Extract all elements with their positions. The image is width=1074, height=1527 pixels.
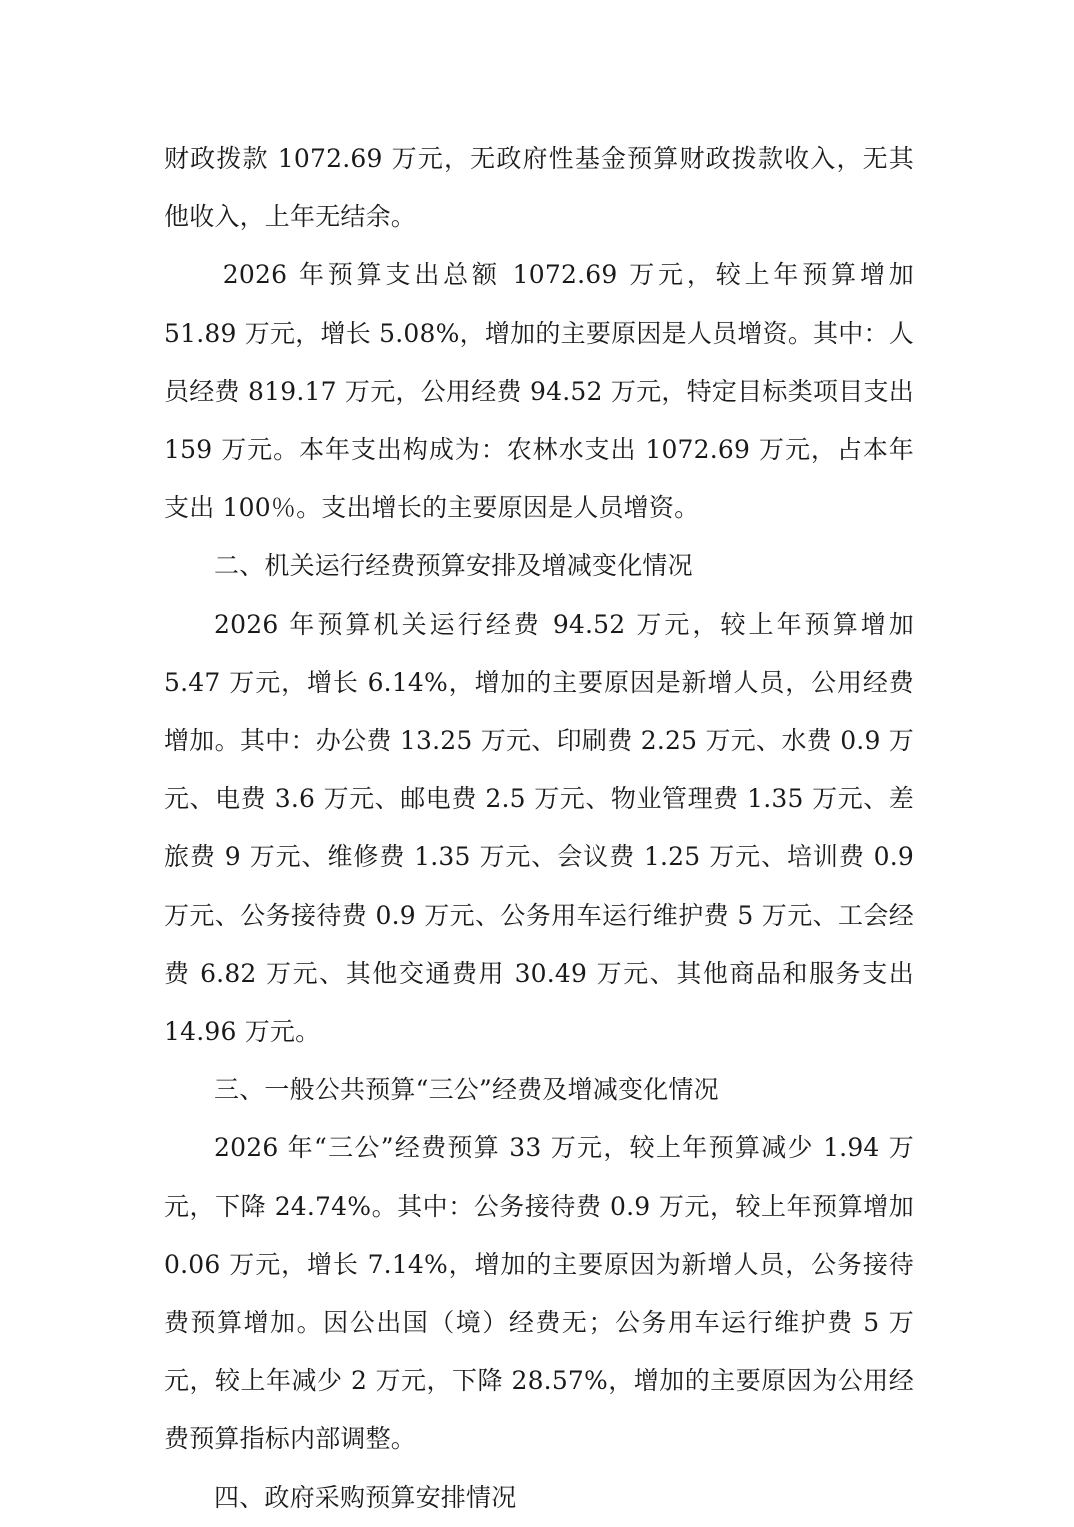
paragraph-income-summary: 财政拨款 1072.69 万元，无政府性基金预算财政拨款收入，无其他收入，上年无结余。 (164, 144, 914, 232)
paragraph-three-public-expenses: 2026 年“三公”经费预算 33 万元，较上年预算减少 1.94 万元，下降 24.74%。其中：公务接待费 0.9 万元，较上年预算增加 0.06 万元，增长 7.14%，增加的主要原因为新增人员，公务接待费预算增加。因公出国（境）经费无；公务用车运行维护费 5 万元，较上年减少 2 万元，下降 28.57%，增加的主要原因为公用经费预算指标内部调整。 (164, 1133, 914, 1454)
paragraph-expenditure-total: 2026 年预算支出总额 1072.69 万元，较上年预算增加 51.89 万元，增长 5.08%，增加的主要原因是人员增资。其中：人员经费 819.17 万元，公用经费 94.52 万元，特定目标类项目支出 159 万元。本年支出构成为：农林水支出 1072.69 万元，占本年支出 100％。支出增长的主要原因是人员增资。 (164, 260, 914, 523)
heading-operating-expenses: 二、机关运行经费预算安排及增减变化情况 (214, 551, 693, 581)
body-text (164, 130, 914, 1527)
heading-government-procurement: 四、政府采购预算安排情况 (214, 1482, 517, 1512)
heading-three-public-expenses: 三、一般公共预算“三公”经费及增减变化情况 (214, 1075, 719, 1105)
paragraph-operating-expenses: 2026 年预算机关运行经费 94.52 万元，较上年预算增加 5.47 万元，增长 6.14%，增加的主要原因是新增人员，公用经费增加。其中：办公费 13.25 万元、印刷费 2.25 万元、水费 0.9 万元、电费 3.6 万元、邮电费 2.5 万元、物业管理费 1.35 万元、差旅费 9 万元、维修费 1.35 万元、会议费 1.25 万元、培训费 0.9 万元、公务接待费 0.9 万元、公务用车运行维护费 5 万元、工会经费 6.82 万元、其他交通费用 30.49 万元、其他商品和服务支出 14.96 万元。 (164, 609, 914, 1047)
